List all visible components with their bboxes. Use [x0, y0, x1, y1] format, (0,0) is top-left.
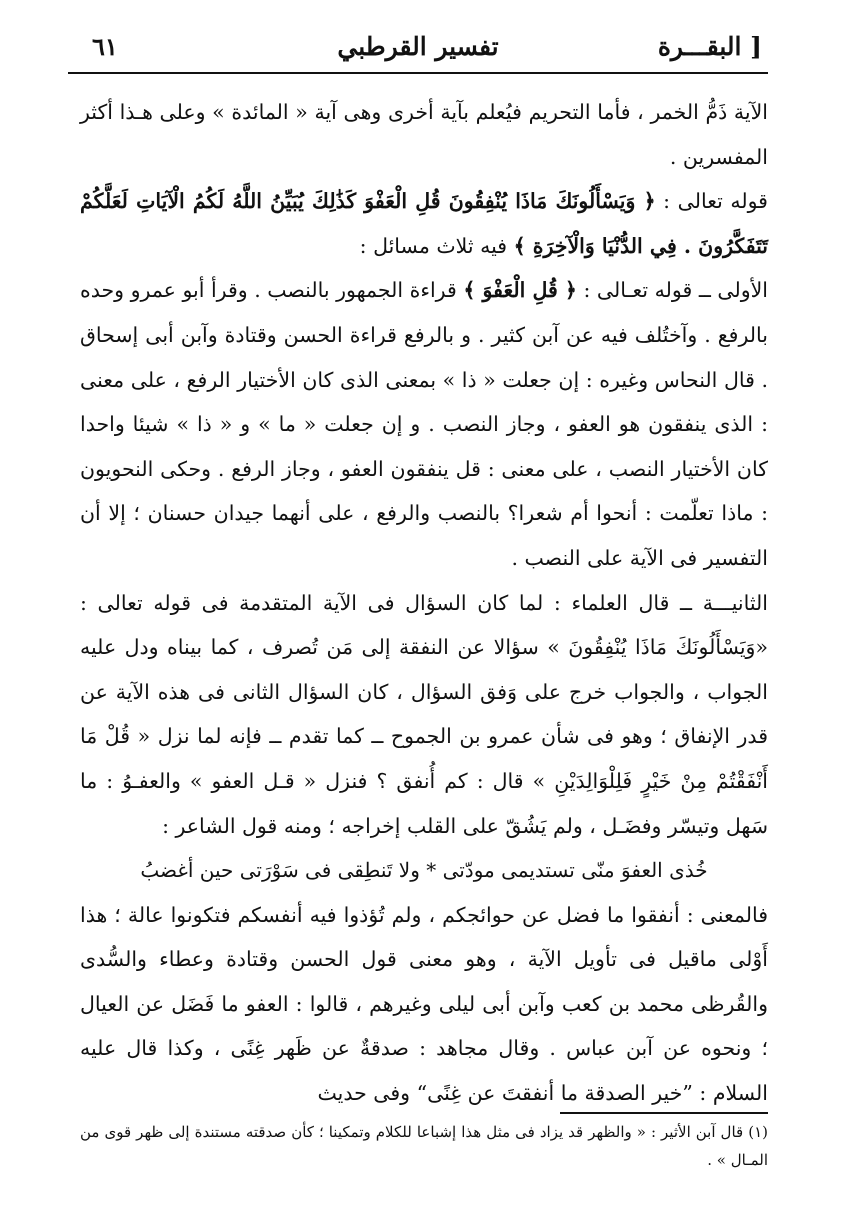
- poetry-verse: خُذى العفوَ منّى تستديمى مودّتى * ولا تَنطِقى فى سَوْرَتى حين أغضبُ: [140, 858, 708, 883]
- header-rule: [68, 72, 768, 74]
- footnote-rule: [560, 1112, 768, 1114]
- footnote: (١) قال آبن الأثير : « والظهر قد يزاد فى مثل هذا إشباعا للكلام وتمكينا ؛ كأن صدقته مستندة إلى ظهر قوى من المـال » .: [80, 1123, 768, 1169]
- main-text: [80, 90, 768, 1116]
- section-title: البقـــرة ]: [657, 32, 762, 61]
- paragraph-2-intro: قوله تعالى :: [655, 189, 768, 214]
- paragraph-4: الثانيـــة ــ قال العلماء : لما كان السؤال فى الآية المتقدمة فى قوله تعالى : «وَيَسْأَلُونَكَ مَاذَا يُنْفِقُونَ » سؤالا عن النفقة إلى مَن تُصرف ، كما بيناه ودل عليه الجواب ، والجواب خرج على وَفق السؤال ، كان السؤال الثانى فى هذه الآية عن قدر الإنفاق ؛ وهو فى شأن عمرو بن الجموح ــ كما تقدم ــ فإنه لما نزل « قُلْ مَا أَنْفَقْتُمْ مِنْ خَيْرٍ فَلِلْوَالِدَيْنِ » قال : كم أُنفق ؟ فنزل « قـل العفو » والعفـوُ : ما سَهل وتيسّر وفضَـل ، ولم يَشُقّ على القلب إخراجه ؛ ومنه قول الشاعر :: [80, 590, 768, 838]
- paragraph-3-rest: قراءة الجمهور بالنصب . وقرأ أبو عمرو وحده بالرفع . وآختُلف فيه عن آبن كثير . و بالرفع قراءة الحسن وقتادة وآبن أبى إسحاق . قال النحاس وغيره : إن جعلت « ذا » بمعنى الذى كان الأختيار الرفع ، على معنى : الذى ينفقون هو العفو ، وجاز النصب . و إن جعلت « ما » و « ذا » شيئا واحدا كان الأختيار النصب ، على معنى : قل ينفقون العفو ، وجاز الرفع . وحكى النحويون : ماذا تعلّمت : أنحوا أم شعرا؟ بالنصب والرفع ، على أنهما جيدان حسنان ؛ إلا أن التفسير فى الآية على النصب .: [80, 278, 768, 570]
- paragraph-5: فالمعنى : أنفقوا ما فضل عن حوائجكم ، ولم تُؤذوا فيه أنفسكم فتكونوا عالة ؛ هذا أَوْلى ماقيل فى تأويل الآية ، وهو معنى قول الحسن وقتادة وعطاء والسُّدى والقُرظى محمد بن كعب وآبن أبى ليلى وغيرهم ، قالوا : العفو ما فَضَل عن العيال ؛ ونحوه عن آبن عباس . وقال مجاهد : صدقةٌ عن ظَهر غِنًى ، وكذا قال عليه السلام : ”خير الصدقة ما أنفقتَ عن غِنًى“ وفى حديث: [80, 902, 768, 1106]
- quran-verse: ﴿ وَيَسْأَلُونَكَ مَاذَا يُنْفِقُونَ قُلِ الْعَفْوَ كَذَٰلِكَ يُبَيِّنُ اللَّهُ لَكُمُ الْآيَاتِ لَعَلَّكُمْ تَتَفَكَّرُونَ . فِي الدُّنْيَا وَالْآخِرَةِ ﴾: [80, 189, 768, 258]
- running-title: تفسير القرطبي: [337, 32, 499, 61]
- paragraph-2: [80, 179, 768, 268]
- paragraph-3: [80, 268, 768, 580]
- quran-phrase: ﴿ قُلِ الْعَفْوَ ﴾: [463, 278, 577, 303]
- paragraph-1: الآية ذَمُّ الخمر ، فأما التحريم فيُعلم بآية أخرى وهى آية « المائدة » وعلى هـذا أكثر المفسرين .: [80, 100, 768, 169]
- paragraph-2-end: فيه ثلاث مسائل :: [359, 233, 514, 258]
- page-header: [68, 28, 768, 74]
- page-number: ٦١: [92, 32, 118, 61]
- paragraph-3-intro: الأولى ــ قوله تعـالى :: [576, 278, 768, 303]
